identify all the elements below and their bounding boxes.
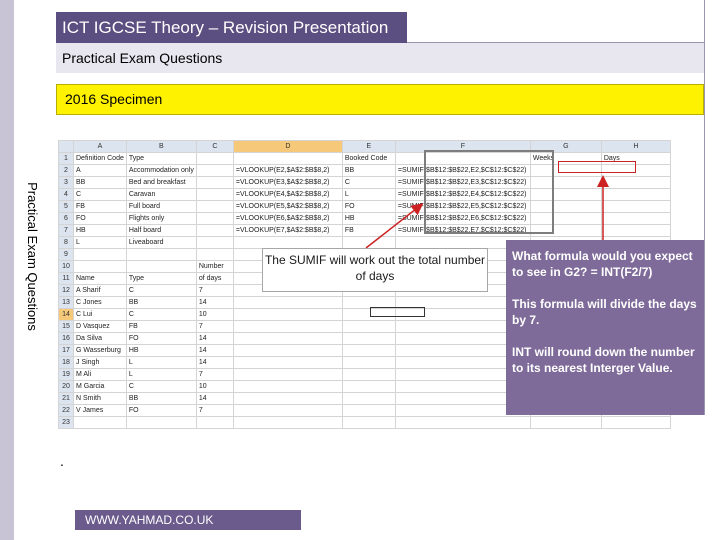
row-header: 10 (59, 261, 74, 273)
table-cell: Half board (126, 225, 196, 237)
row-header: 8 (59, 237, 74, 249)
slide-subtitle: Practical Exam Questions (56, 43, 704, 73)
table-cell: Da Silva (74, 333, 127, 345)
table-cell: BB (342, 165, 395, 177)
table-cell: G Wasserburg (74, 345, 127, 357)
table-cell: Flights only (126, 213, 196, 225)
table-cell: 7 (196, 321, 233, 333)
row-header: 7 (59, 225, 74, 237)
row-header: 11 (59, 273, 74, 285)
table-cell: =VLOOKUP(E2,$A$2:$B$8,2) (233, 165, 342, 177)
table-cell: L (126, 357, 196, 369)
table-cell: A (74, 165, 127, 177)
column-header: D (233, 141, 342, 153)
table-cell: =SUMIF($B$12:$B$22,E3,$C$12:$C$22) (395, 177, 530, 189)
column-header: F (395, 141, 530, 153)
row-header: 17 (59, 345, 74, 357)
row-header: 4 (59, 189, 74, 201)
row-header: 22 (59, 405, 74, 417)
row-header: 6 (59, 213, 74, 225)
table-cell: HB (74, 225, 127, 237)
table-cell: 7 (196, 285, 233, 297)
table-cell: A Sharif (74, 285, 127, 297)
table-cell: HB (126, 345, 196, 357)
table-cell: M Garcia (74, 381, 127, 393)
table-cell: =SUMIF($B$12:$B$22,E4,$C$12:$C$22) (395, 189, 530, 201)
table-cell: =VLOOKUP(E3,$A$2:$B$8,2) (233, 177, 342, 189)
table-cell: Type (126, 273, 196, 285)
table-cell: Bed and breakfast (126, 177, 196, 189)
row-header: 2 (59, 165, 74, 177)
table-cell: of days (196, 273, 233, 285)
year-label: 2016 Specimen (56, 84, 704, 115)
row-header: 15 (59, 321, 74, 333)
row-header: 9 (59, 249, 74, 261)
row-header: 18 (59, 357, 74, 369)
table-cell: Type (126, 153, 196, 165)
column-header: G (530, 141, 601, 153)
row-header: 20 (59, 381, 74, 393)
table-cell: FO (74, 213, 127, 225)
table-cell: FB (342, 225, 395, 237)
table-cell: 14 (196, 345, 233, 357)
column-header: E (342, 141, 395, 153)
table-cell: Booked Code (342, 153, 395, 165)
table-cell: Definition Code (74, 153, 127, 165)
table-cell: =SUMIF($B$12:$B$22,E7,$C$12:$C$22) (395, 225, 530, 237)
sumif-callout: The SUMIF will work out the total number of days (262, 248, 488, 292)
table-cell: FO (126, 405, 196, 417)
column-header: H (601, 141, 670, 153)
info-int-note: INT will round down the number to its nearest Interger Value. (512, 345, 695, 375)
table-cell: 14 (196, 357, 233, 369)
table-cell: FO (342, 201, 395, 213)
table-cell: Full board (126, 201, 196, 213)
table-cell: =VLOOKUP(E4,$A$2:$B$8,2) (233, 189, 342, 201)
table-cell: FB (74, 201, 127, 213)
row-header: 14 (59, 309, 74, 321)
table-cell: HB (342, 213, 395, 225)
column-header: A (74, 141, 127, 153)
table-cell: =VLOOKUP(E5,$A$2:$B$8,2) (233, 201, 342, 213)
row-header: 1 (59, 153, 74, 165)
row-header: 16 (59, 333, 74, 345)
table-cell: 10 (196, 309, 233, 321)
table-cell: 14 (196, 297, 233, 309)
table-cell: D Vasquez (74, 321, 127, 333)
table-cell: Liveaboard (126, 237, 196, 249)
row-header: 23 (59, 417, 74, 429)
table-cell: =VLOOKUP(E7,$A$2:$B$8,2) (233, 225, 342, 237)
column-header: C (196, 141, 233, 153)
column-header: B (126, 141, 196, 153)
table-cell: L (342, 189, 395, 201)
table-cell: C (126, 285, 196, 297)
bullet-point: . (60, 453, 64, 469)
table-cell: C Jones (74, 297, 127, 309)
table-cell: Caravan (126, 189, 196, 201)
row-header: 13 (59, 297, 74, 309)
table-cell: =VLOOKUP(E6,$A$2:$B$8,2) (233, 213, 342, 225)
table-cell: Accommodation only (126, 165, 196, 177)
table-cell: =SUMIF($B$12:$B$22,E5,$C$12:$C$22) (395, 201, 530, 213)
table-cell: 7 (196, 405, 233, 417)
table-cell: C (74, 189, 127, 201)
table-cell: 10 (196, 381, 233, 393)
table-cell: FO (126, 333, 196, 345)
table-cell: FB (126, 321, 196, 333)
table-cell: 14 (196, 333, 233, 345)
table-cell: L (74, 237, 127, 249)
row-header: 3 (59, 177, 74, 189)
row-header: 21 (59, 393, 74, 405)
table-cell: C (126, 381, 196, 393)
footer-website: WWW.YAHMAD.CO.UK (75, 510, 301, 530)
table-cell: J Singh (74, 357, 127, 369)
row-header: 19 (59, 369, 74, 381)
table-cell: BB (126, 393, 196, 405)
arrow-to-sumif (366, 205, 421, 248)
table-cell: M Ali (74, 369, 127, 381)
table-cell: C Lui (74, 309, 127, 321)
table-cell: Days (601, 153, 670, 165)
slide-title: ICT IGCSE Theory – Revision Presentation (56, 12, 407, 43)
table-cell: Weeks (530, 153, 601, 165)
info-explanation: This formula will divide the days by 7. (512, 297, 697, 327)
table-cell: 14 (196, 393, 233, 405)
table-cell: C (126, 309, 196, 321)
row-header: 12 (59, 285, 74, 297)
table-cell: N Smith (74, 393, 127, 405)
side-label-text: Practical Exam Questions (25, 182, 40, 331)
table-cell: =SUMIF($B$12:$B$22,E2,$C$12:$C$22) (395, 165, 530, 177)
table-cell: 7 (196, 369, 233, 381)
info-question: What formula would you expect to see in G2? = INT(F2/7) (512, 249, 693, 279)
table-cell: Number (196, 261, 233, 273)
table-cell: V James (74, 405, 127, 417)
info-panel (506, 240, 704, 415)
table-cell: BB (126, 297, 196, 309)
table-cell: =SUMIF($B$12:$B$22,E6,$C$12:$C$22) (395, 213, 530, 225)
table-cell: BB (74, 177, 127, 189)
table-cell: Name (74, 273, 127, 285)
row-header: 5 (59, 201, 74, 213)
table-cell: C (342, 177, 395, 189)
table-cell: L (126, 369, 196, 381)
